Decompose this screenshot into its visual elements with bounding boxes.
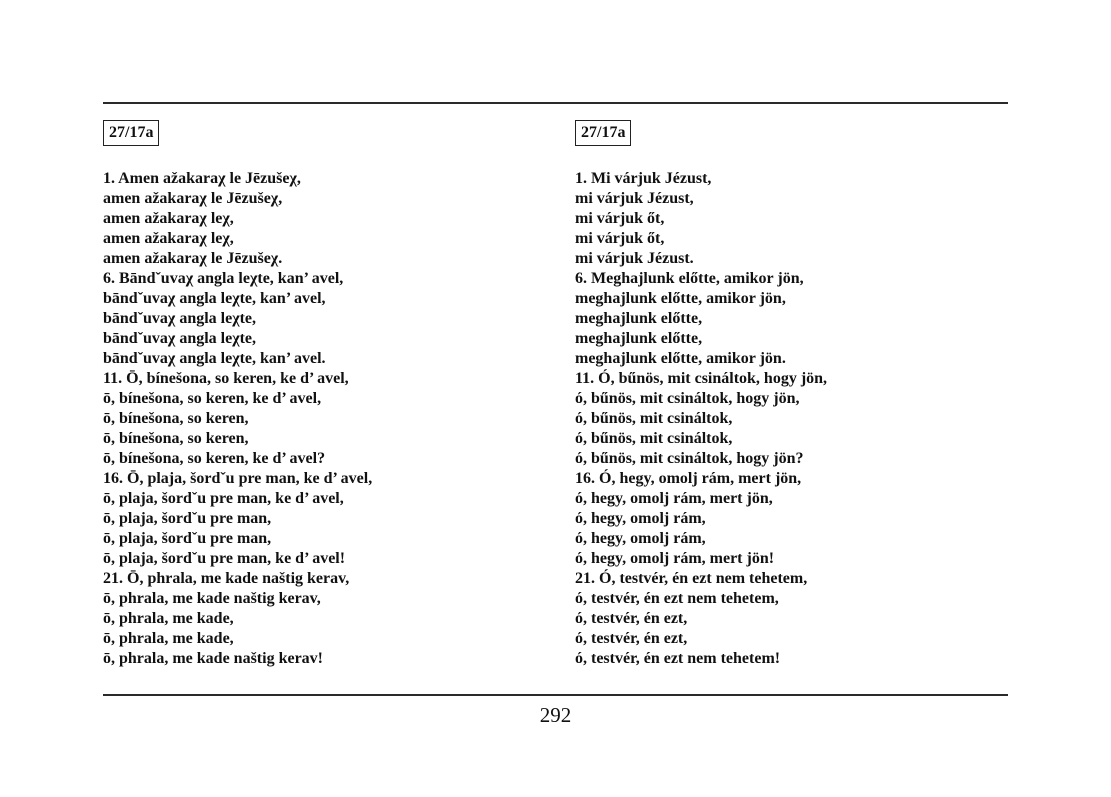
song-code-label: 27/17a [575, 120, 631, 146]
verse-line: ō, phrala, me kade naštig kerav! [103, 650, 323, 667]
verse-line: amen ažakaraχ leχ, [103, 210, 234, 227]
top-rule [103, 102, 1008, 104]
verse-line: ō, phrala, me kade naštig kerav, [103, 590, 321, 607]
verse-line: ó, bűnös, mit csináltok, [575, 430, 733, 447]
verse-line: 11. Ó, bűnös, mit csináltok, hogy jön, [575, 370, 828, 387]
verse-line: bāndˇuvaχ angla leχte, kan’ avel. [103, 350, 326, 367]
verse-line: 6. Bāndˇuvaχ angla leχte, kan’ avel, [103, 270, 344, 287]
verse-line: meghajlunk előtte, amikor jön. [575, 350, 786, 367]
verse-line: ō, bínešona, so keren, ke d’ avel, [103, 390, 322, 407]
bottom-rule [103, 694, 1008, 696]
verse-line: ó, bűnös, mit csináltok, hogy jön? [575, 450, 804, 467]
verse-line: ō, phrala, me kade, [103, 630, 234, 647]
verse-line: ō, plaja, šordˇu pre man, [103, 530, 272, 547]
verse-line: mi várjuk őt, [575, 210, 665, 227]
verse-line: ō, plaja, šordˇu pre man, ke d’ avel! [103, 550, 346, 567]
verse-line: ō, bínešona, so keren, [103, 410, 249, 427]
verse-line: ō, plaja, šordˇu pre man, ke d’ avel, [103, 490, 344, 507]
page-number: 292 [539, 703, 572, 727]
verse-line: 21. Ó, testvér, én ezt nem tehetem, [575, 570, 808, 587]
verse-line: bāndˇuvaχ angla leχte, kan’ avel, [103, 290, 326, 307]
verse-line: meghajlunk előtte, [575, 310, 703, 327]
verse-line: ō, bínešona, so keren, ke d’ avel? [103, 450, 326, 467]
verse-line: 11. Ō, bínešona, so keren, ke d’ avel, [103, 370, 349, 387]
verse-line: 21. Ō, phrala, me kade naštig kerav, [103, 570, 350, 587]
verse-line: amen ažakaraχ le Jēzušeχ. [103, 250, 283, 267]
hungarian-verses [575, 169, 827, 669]
verse-line: ó, bűnös, mit csináltok, [575, 410, 733, 427]
verse-line: ō, bínešona, so keren, [103, 430, 249, 447]
verse-line: bāndˇuvaχ angla leχte, [103, 330, 257, 347]
verse-line: mi várjuk őt, [575, 230, 665, 247]
verse-line: ó, hegy, omolj rám, mert jön, [575, 490, 773, 507]
verse-line: 16. Ó, hegy, omolj rám, mert jön, [575, 470, 802, 487]
verse-line: amen ažakaraχ le Jēzušeχ, [103, 190, 283, 207]
verse-line: ó, testvér, én ezt nem tehetem, [575, 590, 779, 607]
verse-line: 6. Meghajlunk előtte, amikor jön, [575, 270, 804, 287]
verse-line: 1. Amen ažakaraχ le Jēzušeχ, [103, 170, 301, 187]
verse-line: ó, hegy, omolj rám, mert jön! [575, 550, 775, 567]
verse-line: ó, hegy, omolj rám, [575, 530, 706, 547]
verse-line: 16. Ō, plaja, šordˇu pre man, ke d’ avel, [103, 470, 373, 487]
verse-line: meghajlunk előtte, amikor jön, [575, 290, 786, 307]
verse-line: ó, hegy, omolj rám, [575, 510, 706, 527]
romani-verses [103, 169, 372, 669]
verse-line: ō, plaja, šordˇu pre man, [103, 510, 272, 527]
romani-column [103, 120, 372, 669]
hungarian-column [575, 120, 827, 669]
verse-line: 1. Mi várjuk Jézust, [575, 170, 712, 187]
verse-line: bāndˇuvaχ angla leχte, [103, 310, 257, 327]
verse-line: amen ažakaraχ leχ, [103, 230, 234, 247]
verse-line: meghajlunk előtte, [575, 330, 703, 347]
verse-line: mi várjuk Jézust, [575, 190, 694, 207]
verse-line: mi várjuk Jézust. [575, 250, 694, 267]
verse-line: ó, testvér, én ezt nem tehetem! [575, 650, 781, 667]
verse-line: ō, phrala, me kade, [103, 610, 234, 627]
song-code-label: 27/17a [103, 120, 159, 146]
verse-line: ó, bűnös, mit csináltok, hogy jön, [575, 390, 800, 407]
verse-line: ó, testvér, én ezt, [575, 610, 688, 627]
verse-line: ó, testvér, én ezt, [575, 630, 688, 647]
